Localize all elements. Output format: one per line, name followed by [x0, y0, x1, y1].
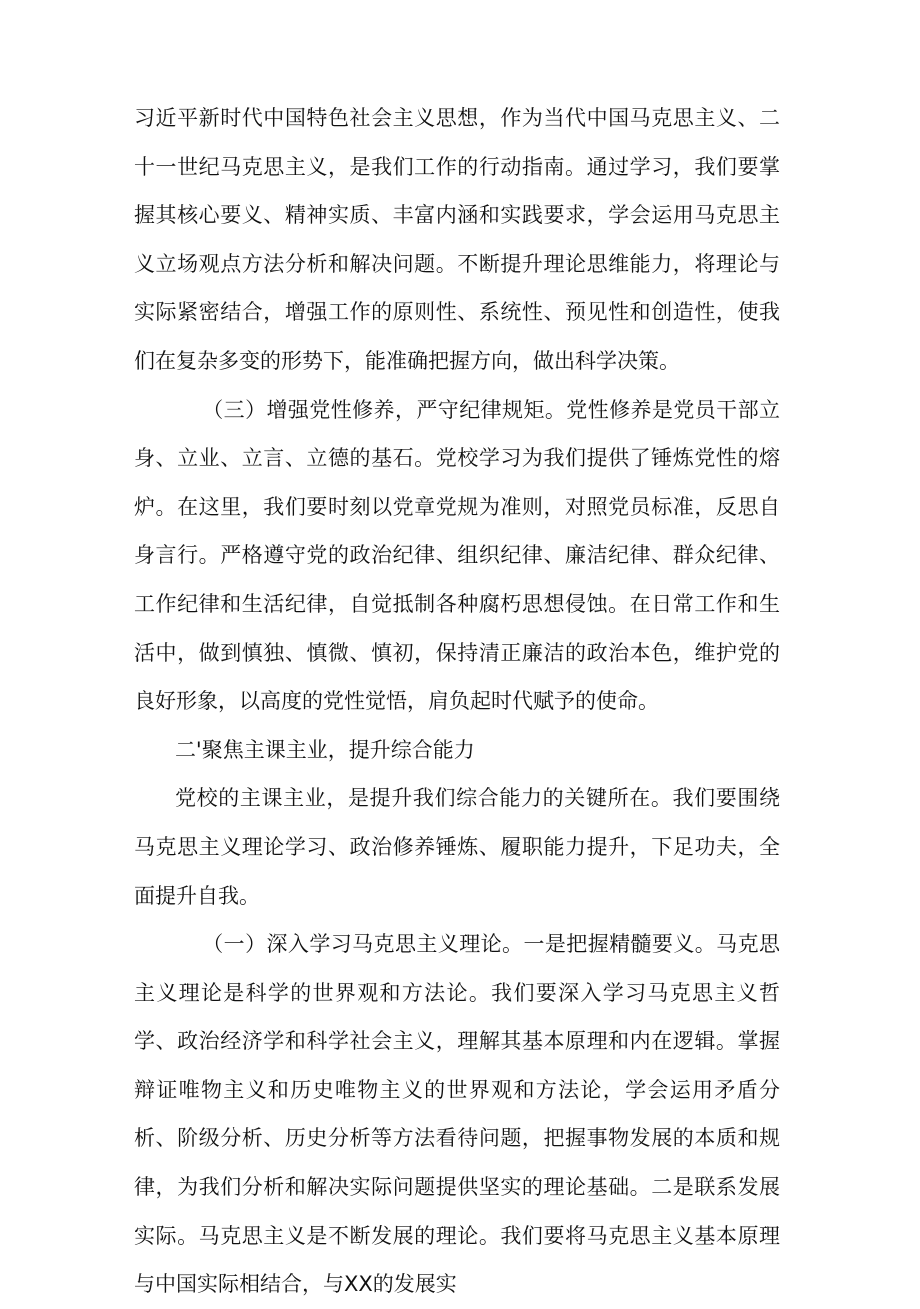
section-heading-2: 二'聚焦主课主业，提升综合能力 [174, 737, 475, 762]
paragraph-4: 党校的主课主业，是提升我们综合能力的关键所在。我们要围绕马克思主义理论学习、政治修养锤炼、履职能力提升，下足功夫，全面提升自我。 [134, 786, 780, 908]
paragraph-2: （三）增强党性修养，严守纪律规矩。党性修养是党员干部立身、立业、立言、立德的基石。党校学习为我们提供了锤炼党性的熔炉。在这里，我们要时刻以党章党规为准则，对照党员标准，反思自身言行。严格遵守党的政治纪律、组织纪律、廉洁纪律、群众纪律、工作纪律和生活纪律，自觉抵制各种腐朽思想侵蚀。在日常工作和生活中，做到慎独、慎微、慎初，保持清正廉洁的政治本色，维护党的良好形象，以高度的党性觉悟，肩负起时代赋予的使命。 [134, 397, 780, 714]
document-body [134, 94, 780, 1309]
paragraph-5: （一）深入学习马克思主义理论。一是把握精髓要义。马克思主义理论是科学的世界观和方法论。我们要深入学习马克思主义哲学、政治经济学和科学社会主义，理解其基本原理和内在逻辑。掌握辩证唯物主义和历史唯物主义的世界观和方法论，学会运用矛盾分析、阶级分析、历史分析等方法看待问题，把握事物发展的本质和规律，为我们分析和解决实际问题提供坚实的理论基础。二是联系发展实际。马克思主义是不断发展的理论。我们要将马克思主义基本原理与中国实际相结合，与XX的发展实 [134, 932, 780, 1297]
paragraph-1: 习近平新时代中国特色社会主义思想，作为当代中国马克思主义、二十一世纪马克思主义，是我们工作的行动指南。通过学习，我们要掌握其核心要义、精神实质、丰富内涵和实践要求，学会运用马克思主义立场观点方法分析和解决问题。不断提升理论思维能力，将理论与实际紧密结合，增强工作的原则性、系统性、预见性和创造性，使我们在复杂多变的形势下，能准确把握方向，做出科学决策。 [134, 106, 780, 373]
